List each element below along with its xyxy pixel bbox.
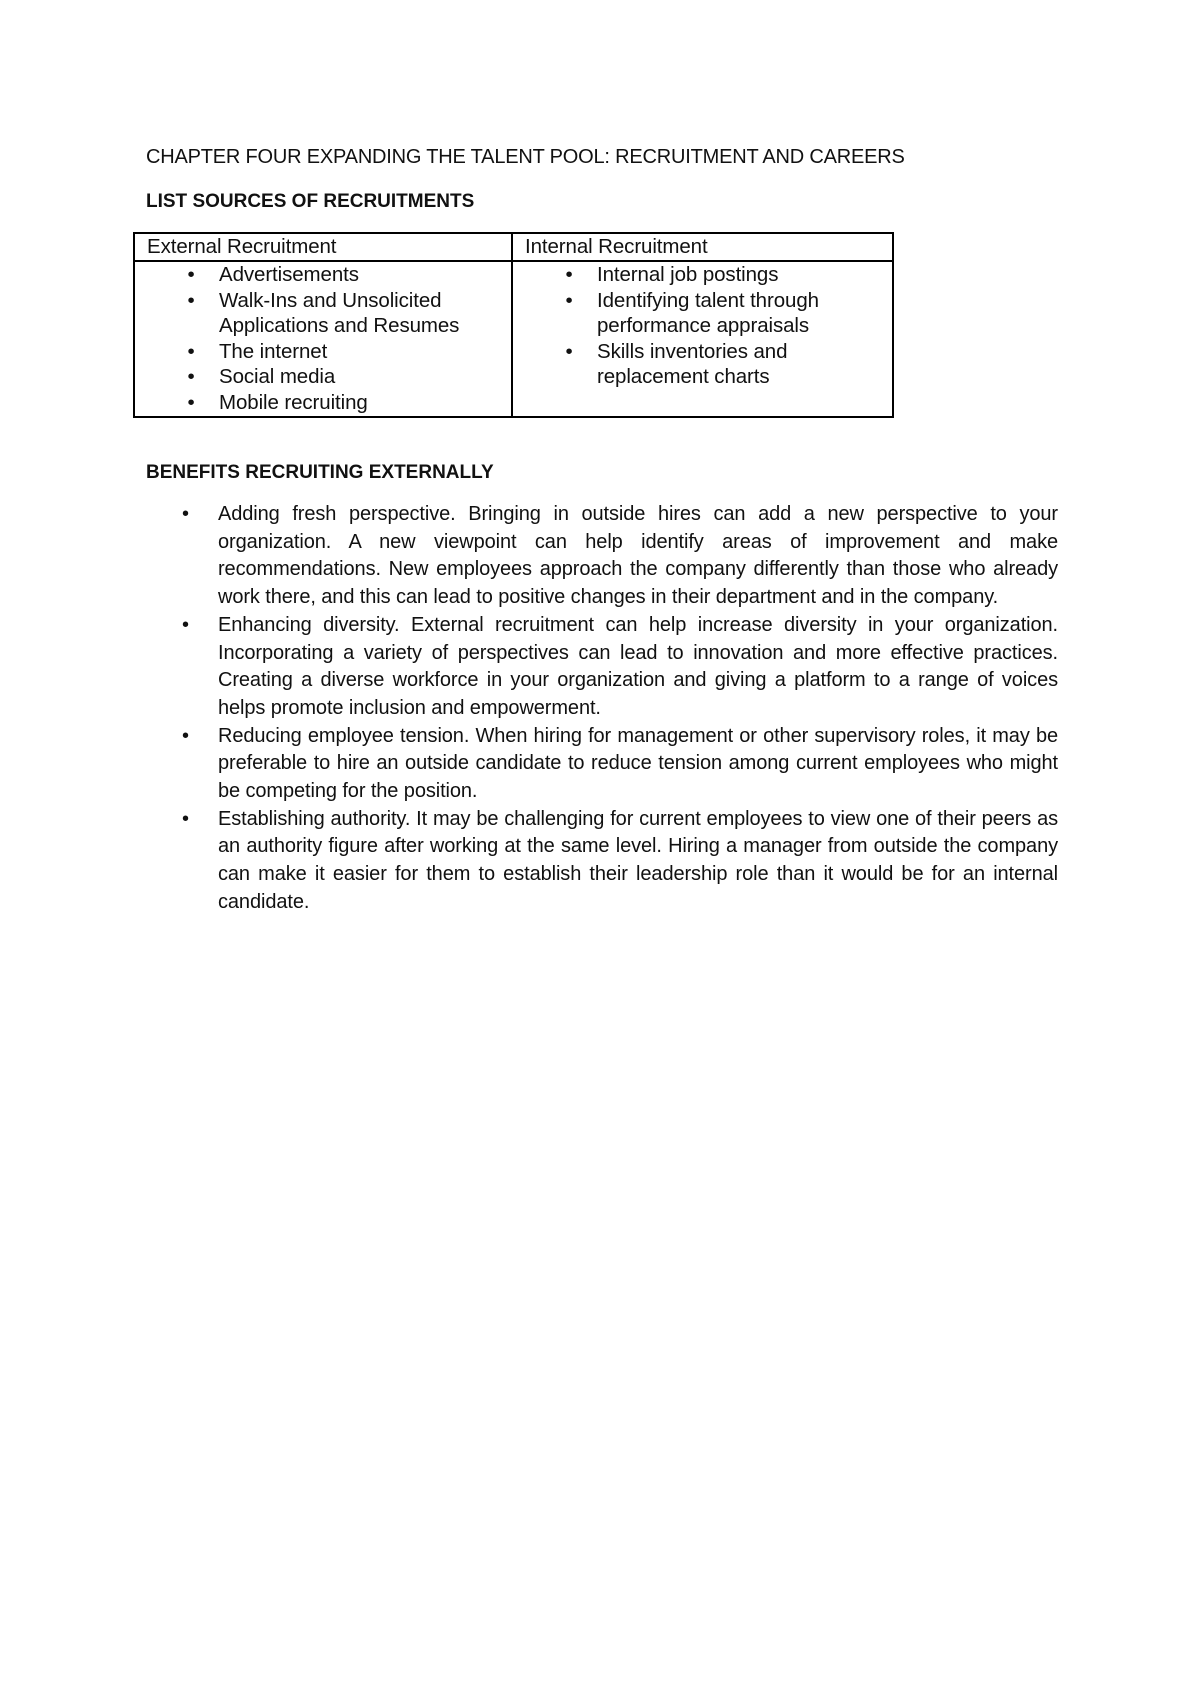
bullet-icon: • bbox=[182, 503, 190, 525]
list-item-text: Identifying talent through performance appraisals bbox=[597, 288, 819, 338]
benefit-item bbox=[146, 612, 1058, 723]
benefit-item bbox=[146, 806, 1058, 917]
bullet-icon: • bbox=[187, 339, 195, 363]
bullet-icon: • bbox=[187, 365, 195, 389]
benefits-list bbox=[146, 501, 1058, 917]
bullet-icon: • bbox=[187, 288, 195, 312]
list-item bbox=[135, 262, 511, 288]
benefit-text: Reducing employee tension. When hiring for management or other supervisory roles, it may be preferable to hire an outside candidate to reduce tension among current employees who might be competing for the position. bbox=[218, 724, 1058, 803]
list-item-text: Skills inventories and replacement charts bbox=[597, 339, 788, 389]
external-recruitment-cell bbox=[134, 261, 512, 417]
internal-recruitment-list bbox=[513, 262, 892, 390]
bullet-icon: • bbox=[182, 724, 190, 747]
list-item bbox=[135, 339, 511, 365]
benefit-text: Establishing authority. It may be challenging for current employees to view one of their peers as an authority figure after working at the same level. Hiring a manager from outside the company can make it easier for them to establish their leadership role than it would be for an internal candidate. bbox=[218, 807, 1058, 913]
benefit-text: Enhancing diversity. External recruitment can help increase diversity in your organization. Incorporating a variety of perspectives can lead to innovation and more effective practices. Creating a diverse workforce in your organization and giving a platform to a range of voices helps promote inclusion and empowerment. bbox=[218, 613, 1058, 719]
list-item-text: Mobile recruiting bbox=[219, 390, 368, 414]
header-external-recruitment: External Recruitment bbox=[134, 233, 512, 261]
list-item bbox=[513, 288, 892, 339]
chapter-title: CHAPTER FOUR EXPANDING THE TALENT POOL: RECRUITMENT AND CAREERS bbox=[146, 146, 905, 168]
benefit-item bbox=[146, 501, 1058, 612]
bullet-icon: • bbox=[187, 263, 195, 286]
benefits-heading: BENEFITS RECRUITING EXTERNALLY bbox=[146, 462, 494, 483]
benefit-text: Adding fresh perspective. Bringing in outside hires can add a new perspective to your organization. A new viewpoint can help identify areas of improvement and make recommendations. New employees approach the company differently than those who already work there, and this can lead to positive changes in their department and in the company. bbox=[218, 503, 1058, 609]
bullet-icon: • bbox=[187, 390, 195, 414]
sources-heading: LIST SOURCES OF RECRUITMENTS bbox=[146, 191, 475, 212]
benefit-item bbox=[146, 723, 1058, 806]
bullet-icon: • bbox=[182, 613, 190, 636]
internal-recruitment-cell bbox=[512, 261, 893, 417]
list-item-text: Advertisements bbox=[219, 263, 359, 286]
list-item-text: Walk-Ins and Unsolicited Applications and Resumes bbox=[219, 288, 460, 338]
table-row bbox=[134, 261, 893, 417]
list-item-text: Internal job postings bbox=[597, 263, 779, 286]
recruitment-sources-table bbox=[133, 232, 894, 418]
list-item bbox=[135, 390, 511, 416]
bullet-icon: • bbox=[182, 807, 190, 830]
list-item bbox=[513, 339, 892, 390]
header-internal-recruitment: Internal Recruitment bbox=[512, 233, 893, 261]
bullet-icon: • bbox=[565, 263, 573, 286]
list-item bbox=[135, 364, 511, 390]
bullet-icon: • bbox=[565, 288, 573, 312]
list-item bbox=[513, 262, 892, 288]
list-item-text: The internet bbox=[219, 339, 328, 363]
list-item bbox=[135, 288, 511, 339]
list-item-text: Social media bbox=[219, 365, 336, 389]
table-header-row bbox=[134, 233, 893, 261]
bullet-icon: • bbox=[565, 339, 573, 363]
external-recruitment-list bbox=[135, 262, 511, 416]
